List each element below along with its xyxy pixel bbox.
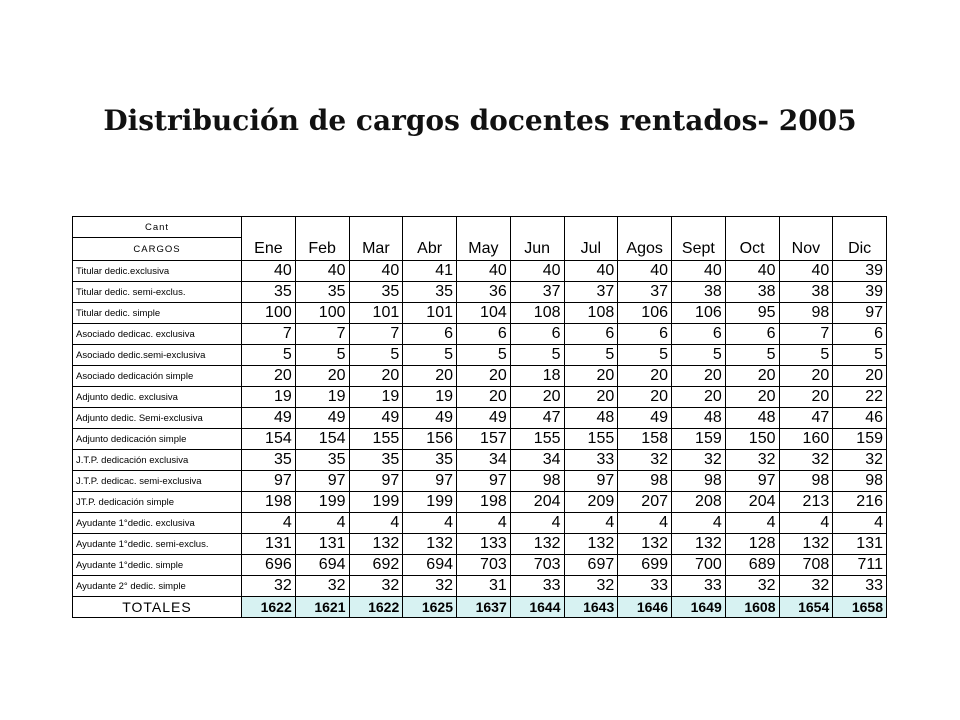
value-cell: 31	[457, 576, 511, 597]
value-cell: 155	[349, 429, 403, 450]
value-cell: 6	[833, 324, 887, 345]
value-cell: 97	[564, 471, 618, 492]
table-row	[73, 345, 887, 366]
value-cell: 4	[725, 513, 779, 534]
value-cell: 700	[672, 555, 726, 576]
value-cell: 689	[725, 555, 779, 576]
table-row	[73, 576, 887, 597]
value-cell: 32	[833, 450, 887, 471]
value-cell: 131	[833, 534, 887, 555]
value-cell: 20	[564, 366, 618, 387]
value-cell: 48	[564, 408, 618, 429]
value-cell: 1622	[242, 597, 296, 618]
value-cell: 100	[242, 303, 296, 324]
value-cell: 40	[672, 261, 726, 282]
value-cell: 106	[618, 303, 672, 324]
value-cell: 20	[725, 366, 779, 387]
value-cell: 35	[349, 282, 403, 303]
row-label: Titular dedic. simple	[73, 303, 242, 324]
value-cell: 150	[725, 429, 779, 450]
table-row	[73, 555, 887, 576]
value-cell: 20	[457, 387, 511, 408]
month-header: Jun	[510, 238, 564, 261]
value-cell: 33	[510, 576, 564, 597]
row-label: Titular dedic. semi-exclus.	[73, 282, 242, 303]
value-cell: 7	[295, 324, 349, 345]
value-cell: 692	[349, 555, 403, 576]
value-cell: 131	[295, 534, 349, 555]
value-cell: 4	[779, 513, 833, 534]
value-cell: 32	[242, 576, 296, 597]
value-cell: 703	[457, 555, 511, 576]
value-cell: 49	[349, 408, 403, 429]
table-row	[73, 408, 887, 429]
value-cell: 40	[725, 261, 779, 282]
table-row	[73, 303, 887, 324]
value-cell: 5	[779, 345, 833, 366]
value-cell: 154	[242, 429, 296, 450]
value-cell: 35	[403, 282, 457, 303]
table-row	[73, 261, 887, 282]
value-cell: 20	[672, 366, 726, 387]
table-row	[73, 324, 887, 345]
value-cell: 703	[510, 555, 564, 576]
value-cell: 199	[349, 492, 403, 513]
value-cell: 4	[295, 513, 349, 534]
header-blank-cell	[510, 217, 564, 238]
value-cell: 34	[510, 450, 564, 471]
value-cell: 32	[725, 576, 779, 597]
value-cell: 4	[833, 513, 887, 534]
row-label: Adjunto dedic. Semi-exclusiva	[73, 408, 242, 429]
value-cell: 209	[564, 492, 618, 513]
value-cell: 101	[403, 303, 457, 324]
value-cell: 33	[618, 576, 672, 597]
value-cell: 5	[403, 345, 457, 366]
value-cell: 20	[779, 366, 833, 387]
value-cell: 6	[403, 324, 457, 345]
value-cell: 98	[618, 471, 672, 492]
value-cell: 37	[564, 282, 618, 303]
value-cell: 98	[779, 471, 833, 492]
value-cell: 35	[242, 450, 296, 471]
data-table	[72, 216, 887, 618]
value-cell: 213	[779, 492, 833, 513]
value-cell: 35	[295, 282, 349, 303]
value-cell: 108	[510, 303, 564, 324]
value-cell: 19	[403, 387, 457, 408]
value-cell: 6	[457, 324, 511, 345]
value-cell: 97	[349, 471, 403, 492]
month-header: May	[457, 238, 511, 261]
header-blank-cell	[725, 217, 779, 238]
header-blank-cell	[564, 217, 618, 238]
value-cell: 20	[349, 366, 403, 387]
value-cell: 5	[457, 345, 511, 366]
page-title: Distribución de cargos docentes rentados- 2005	[103, 104, 857, 137]
value-cell: 46	[833, 408, 887, 429]
header-blank-cell	[349, 217, 403, 238]
header-blank-cell	[672, 217, 726, 238]
header-blank-cell	[457, 217, 511, 238]
header-blank-cell	[295, 217, 349, 238]
value-cell: 20	[242, 366, 296, 387]
value-cell: 33	[833, 576, 887, 597]
value-cell: 6	[510, 324, 564, 345]
value-cell: 20	[510, 387, 564, 408]
table-row	[73, 282, 887, 303]
month-header: Oct	[725, 238, 779, 261]
value-cell: 1646	[618, 597, 672, 618]
value-cell: 40	[295, 261, 349, 282]
value-cell: 18	[510, 366, 564, 387]
value-cell: 37	[510, 282, 564, 303]
header-blank-cell	[403, 217, 457, 238]
value-cell: 41	[403, 261, 457, 282]
value-cell: 158	[618, 429, 672, 450]
value-cell: 34	[457, 450, 511, 471]
value-cell: 5	[725, 345, 779, 366]
value-cell: 7	[242, 324, 296, 345]
value-cell: 694	[403, 555, 457, 576]
header-row-cant	[73, 217, 887, 238]
table-row	[73, 450, 887, 471]
value-cell: 35	[295, 450, 349, 471]
value-cell: 35	[349, 450, 403, 471]
value-cell: 20	[618, 387, 672, 408]
value-cell: 132	[618, 534, 672, 555]
value-cell: 33	[672, 576, 726, 597]
value-cell: 155	[564, 429, 618, 450]
value-cell: 19	[349, 387, 403, 408]
value-cell: 159	[672, 429, 726, 450]
value-cell: 155	[510, 429, 564, 450]
table-row	[73, 387, 887, 408]
value-cell: 40	[618, 261, 672, 282]
value-cell: 4	[564, 513, 618, 534]
value-cell: 7	[779, 324, 833, 345]
value-cell: 132	[403, 534, 457, 555]
value-cell: 32	[779, 450, 833, 471]
value-cell: 40	[242, 261, 296, 282]
table-row	[73, 366, 887, 387]
value-cell: 106	[672, 303, 726, 324]
header-blank-cell	[779, 217, 833, 238]
value-cell: 208	[672, 492, 726, 513]
value-cell: 48	[725, 408, 779, 429]
value-cell: 20	[295, 366, 349, 387]
month-header: Abr	[403, 238, 457, 261]
row-label: TOTALES	[73, 597, 242, 618]
value-cell: 35	[242, 282, 296, 303]
value-cell: 5	[242, 345, 296, 366]
value-cell: 20	[618, 366, 672, 387]
value-cell: 4	[403, 513, 457, 534]
month-header: Feb	[295, 238, 349, 261]
row-label: JT.P. dedicación simple	[73, 492, 242, 513]
value-cell: 20	[457, 366, 511, 387]
month-header: Ene	[242, 238, 296, 261]
value-cell: 5	[672, 345, 726, 366]
value-cell: 40	[564, 261, 618, 282]
value-cell: 98	[779, 303, 833, 324]
value-cell: 22	[833, 387, 887, 408]
value-cell: 49	[403, 408, 457, 429]
value-cell: 132	[349, 534, 403, 555]
header-blank-cell	[618, 217, 672, 238]
table-row	[73, 513, 887, 534]
value-cell: 5	[833, 345, 887, 366]
value-cell: 6	[564, 324, 618, 345]
value-cell: 97	[242, 471, 296, 492]
row-label: Titular dedic.exclusiva	[73, 261, 242, 282]
value-cell: 32	[403, 576, 457, 597]
row-label: Adjunto dedic. exclusiva	[73, 387, 242, 408]
value-cell: 32	[725, 450, 779, 471]
value-cell: 47	[510, 408, 564, 429]
value-cell: 5	[349, 345, 403, 366]
value-cell: 20	[403, 366, 457, 387]
value-cell: 7	[349, 324, 403, 345]
value-cell: 696	[242, 555, 296, 576]
month-header: Jul	[564, 238, 618, 261]
value-cell: 1637	[457, 597, 511, 618]
row-label: J.T.P. dedicac. semi-exclusiva	[73, 471, 242, 492]
value-cell: 131	[242, 534, 296, 555]
value-cell: 6	[672, 324, 726, 345]
value-cell: 32	[779, 576, 833, 597]
value-cell: 711	[833, 555, 887, 576]
header-blank-cell	[833, 217, 887, 238]
value-cell: 157	[457, 429, 511, 450]
value-cell: 33	[564, 450, 618, 471]
row-label: Ayudante 1°dedic. simple	[73, 555, 242, 576]
table-row	[73, 492, 887, 513]
value-cell: 104	[457, 303, 511, 324]
value-cell: 132	[779, 534, 833, 555]
value-cell: 216	[833, 492, 887, 513]
value-cell: 36	[457, 282, 511, 303]
value-cell: 40	[349, 261, 403, 282]
value-cell: 160	[779, 429, 833, 450]
value-cell: 198	[457, 492, 511, 513]
value-cell: 4	[457, 513, 511, 534]
value-cell: 1643	[564, 597, 618, 618]
value-cell: 1658	[833, 597, 887, 618]
value-cell: 5	[564, 345, 618, 366]
value-cell: 4	[618, 513, 672, 534]
month-header: Sept	[672, 238, 726, 261]
table-row	[73, 471, 887, 492]
value-cell: 108	[564, 303, 618, 324]
value-cell: 20	[779, 387, 833, 408]
value-cell: 132	[510, 534, 564, 555]
value-cell: 5	[510, 345, 564, 366]
value-cell: 132	[672, 534, 726, 555]
cant-label: Cant	[73, 217, 242, 238]
value-cell: 5	[618, 345, 672, 366]
value-cell: 38	[672, 282, 726, 303]
value-cell: 98	[833, 471, 887, 492]
value-cell: 4	[349, 513, 403, 534]
value-cell: 20	[833, 366, 887, 387]
value-cell: 49	[242, 408, 296, 429]
value-cell: 4	[510, 513, 564, 534]
value-cell: 697	[564, 555, 618, 576]
value-cell: 1622	[349, 597, 403, 618]
value-cell: 35	[403, 450, 457, 471]
month-header: Agos	[618, 238, 672, 261]
value-cell: 5	[295, 345, 349, 366]
value-cell: 133	[457, 534, 511, 555]
value-cell: 32	[672, 450, 726, 471]
row-label: Ayudante 2° dedic. simple	[73, 576, 242, 597]
value-cell: 19	[242, 387, 296, 408]
cargos-label: CARGOS	[73, 238, 242, 261]
value-cell: 100	[295, 303, 349, 324]
value-cell: 97	[295, 471, 349, 492]
value-cell: 156	[403, 429, 457, 450]
value-cell: 97	[403, 471, 457, 492]
value-cell: 154	[295, 429, 349, 450]
value-cell: 1608	[725, 597, 779, 618]
value-cell: 40	[457, 261, 511, 282]
value-cell: 40	[510, 261, 564, 282]
value-cell: 49	[618, 408, 672, 429]
value-cell: 39	[833, 282, 887, 303]
header-blank-cell	[242, 217, 296, 238]
header-row-months	[73, 238, 887, 261]
value-cell: 1644	[510, 597, 564, 618]
value-cell: 4	[672, 513, 726, 534]
value-cell: 199	[403, 492, 457, 513]
value-cell: 207	[618, 492, 672, 513]
value-cell: 132	[564, 534, 618, 555]
value-cell: 98	[672, 471, 726, 492]
value-cell: 97	[725, 471, 779, 492]
row-label: Asociado dedic.semi-exclusiva	[73, 345, 242, 366]
value-cell: 38	[779, 282, 833, 303]
month-header: Mar	[349, 238, 403, 261]
value-cell: 6	[618, 324, 672, 345]
value-cell: 159	[833, 429, 887, 450]
totals-row	[73, 597, 887, 618]
value-cell: 101	[349, 303, 403, 324]
row-label: Asociado dedicac. exclusiva	[73, 324, 242, 345]
value-cell: 32	[564, 576, 618, 597]
value-cell: 39	[833, 261, 887, 282]
value-cell: 204	[725, 492, 779, 513]
value-cell: 20	[672, 387, 726, 408]
value-cell: 20	[725, 387, 779, 408]
value-cell: 708	[779, 555, 833, 576]
value-cell: 694	[295, 555, 349, 576]
value-cell: 128	[725, 534, 779, 555]
month-header: Nov	[779, 238, 833, 261]
row-label: Ayudante 1°dedic. semi-exclus.	[73, 534, 242, 555]
value-cell: 49	[457, 408, 511, 429]
month-header: Dic	[833, 238, 887, 261]
value-cell: 97	[833, 303, 887, 324]
value-cell: 95	[725, 303, 779, 324]
value-cell: 199	[295, 492, 349, 513]
value-cell: 4	[242, 513, 296, 534]
table-row	[73, 429, 887, 450]
row-label: Ayudante 1°dedic. exclusiva	[73, 513, 242, 534]
value-cell: 1654	[779, 597, 833, 618]
value-cell: 47	[779, 408, 833, 429]
value-cell: 204	[510, 492, 564, 513]
value-cell: 38	[725, 282, 779, 303]
row-label: J.T.P. dedicación exclusiva	[73, 450, 242, 471]
value-cell: 198	[242, 492, 296, 513]
value-cell: 37	[618, 282, 672, 303]
value-cell: 48	[672, 408, 726, 429]
value-cell: 40	[779, 261, 833, 282]
value-cell: 32	[295, 576, 349, 597]
value-cell: 49	[295, 408, 349, 429]
row-label: Asociado dedicación simple	[73, 366, 242, 387]
value-cell: 20	[564, 387, 618, 408]
value-cell: 98	[510, 471, 564, 492]
table-row	[73, 534, 887, 555]
value-cell: 699	[618, 555, 672, 576]
value-cell: 1625	[403, 597, 457, 618]
value-cell: 97	[457, 471, 511, 492]
value-cell: 1649	[672, 597, 726, 618]
row-label: Adjunto dedicación simple	[73, 429, 242, 450]
value-cell: 32	[349, 576, 403, 597]
value-cell: 19	[295, 387, 349, 408]
value-cell: 1621	[295, 597, 349, 618]
value-cell: 32	[618, 450, 672, 471]
value-cell: 6	[725, 324, 779, 345]
